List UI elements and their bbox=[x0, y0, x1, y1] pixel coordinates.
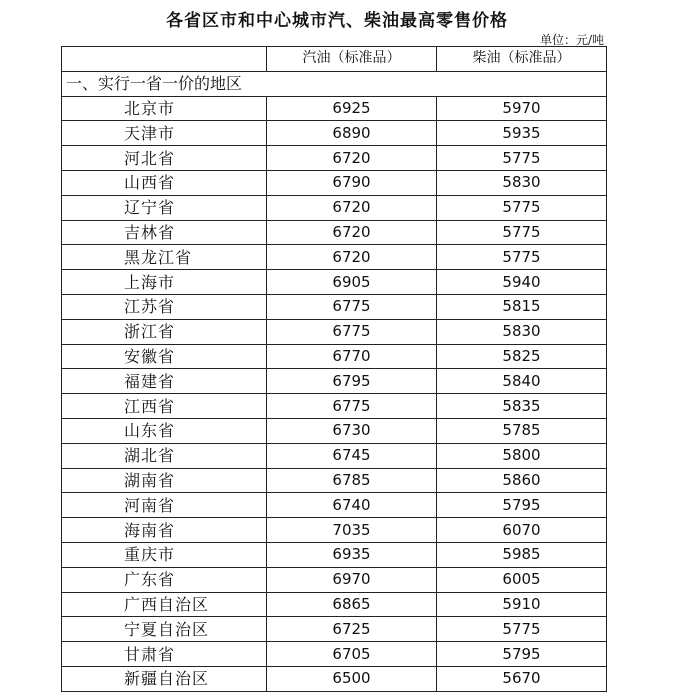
region-cell: 吉林省 bbox=[62, 220, 267, 245]
gasoline-price-cell: 6785 bbox=[267, 468, 437, 493]
region-cell: 湖南省 bbox=[62, 468, 267, 493]
region-cell: 湖北省 bbox=[62, 443, 267, 468]
region-cell: 江西省 bbox=[62, 394, 267, 419]
region-cell: 天津市 bbox=[62, 121, 267, 146]
gasoline-price-cell: 6970 bbox=[267, 567, 437, 592]
header-diesel: 柴油（标准品） bbox=[437, 47, 607, 72]
diesel-price-cell: 5825 bbox=[437, 344, 607, 369]
table-row bbox=[62, 121, 607, 146]
region-cell: 海南省 bbox=[62, 518, 267, 543]
price-table bbox=[61, 46, 607, 692]
region-cell: 重庆市 bbox=[62, 542, 267, 567]
gasoline-price-cell: 6865 bbox=[267, 592, 437, 617]
region-cell: 浙江省 bbox=[62, 319, 267, 344]
gasoline-price-cell: 6925 bbox=[267, 96, 437, 121]
table-header-row bbox=[62, 47, 607, 72]
diesel-price-cell: 5830 bbox=[437, 319, 607, 344]
gasoline-price-cell: 6790 bbox=[267, 170, 437, 195]
gasoline-price-cell: 6795 bbox=[267, 369, 437, 394]
unit-label: 单位：元/吨 bbox=[539, 33, 604, 47]
gasoline-price-cell: 6705 bbox=[267, 642, 437, 667]
region-cell: 江苏省 bbox=[62, 294, 267, 319]
table-row bbox=[62, 518, 607, 543]
gasoline-price-cell: 6720 bbox=[267, 220, 437, 245]
table-row bbox=[62, 493, 607, 518]
table-row bbox=[62, 170, 607, 195]
table-row bbox=[62, 270, 607, 295]
table-row bbox=[62, 592, 607, 617]
diesel-price-cell: 6070 bbox=[437, 518, 607, 543]
gasoline-price-cell: 6740 bbox=[267, 493, 437, 518]
header-gasoline: 汽油（标准品） bbox=[267, 47, 437, 72]
diesel-price-cell: 5830 bbox=[437, 170, 607, 195]
table-row bbox=[62, 294, 607, 319]
gasoline-price-cell: 6775 bbox=[267, 394, 437, 419]
diesel-price-cell: 5860 bbox=[437, 468, 607, 493]
table-row bbox=[62, 542, 607, 567]
gasoline-price-cell: 6720 bbox=[267, 195, 437, 220]
diesel-price-cell: 5970 bbox=[437, 96, 607, 121]
region-cell: 山东省 bbox=[62, 418, 267, 443]
table-row bbox=[62, 617, 607, 642]
region-cell: 山西省 bbox=[62, 170, 267, 195]
region-cell: 河北省 bbox=[62, 146, 267, 171]
gasoline-price-cell: 6725 bbox=[267, 617, 437, 642]
diesel-price-cell: 5940 bbox=[437, 270, 607, 295]
gasoline-price-cell: 6905 bbox=[267, 270, 437, 295]
region-cell: 上海市 bbox=[62, 270, 267, 295]
gasoline-price-cell: 6720 bbox=[267, 245, 437, 270]
diesel-price-cell: 5785 bbox=[437, 418, 607, 443]
region-cell: 福建省 bbox=[62, 369, 267, 394]
diesel-price-cell: 5935 bbox=[437, 121, 607, 146]
region-cell: 河南省 bbox=[62, 493, 267, 518]
table-row bbox=[62, 195, 607, 220]
diesel-price-cell: 5775 bbox=[437, 617, 607, 642]
table-row bbox=[62, 394, 607, 419]
table-row bbox=[62, 443, 607, 468]
region-cell: 新疆自治区 bbox=[62, 666, 267, 691]
gasoline-price-cell: 6775 bbox=[267, 294, 437, 319]
table-row bbox=[62, 146, 607, 171]
table-row bbox=[62, 344, 607, 369]
header-region bbox=[62, 47, 267, 72]
table-row bbox=[62, 245, 607, 270]
diesel-price-cell: 5985 bbox=[437, 542, 607, 567]
gasoline-price-cell: 6935 bbox=[267, 542, 437, 567]
diesel-price-cell: 5800 bbox=[437, 443, 607, 468]
region-cell: 甘肃省 bbox=[62, 642, 267, 667]
diesel-price-cell: 5775 bbox=[437, 220, 607, 245]
section-row bbox=[62, 71, 607, 96]
table-row bbox=[62, 468, 607, 493]
diesel-price-cell: 5795 bbox=[437, 493, 607, 518]
diesel-price-cell: 5840 bbox=[437, 369, 607, 394]
gasoline-price-cell: 7035 bbox=[267, 518, 437, 543]
diesel-price-cell: 5910 bbox=[437, 592, 607, 617]
page-title: 各省区市和中心城市汽、柴油最高零售价格 bbox=[166, 11, 508, 31]
table-row bbox=[62, 567, 607, 592]
diesel-price-cell: 5775 bbox=[437, 195, 607, 220]
gasoline-price-cell: 6500 bbox=[267, 666, 437, 691]
table-row bbox=[62, 319, 607, 344]
diesel-price-cell: 5775 bbox=[437, 146, 607, 171]
table-row bbox=[62, 642, 607, 667]
gasoline-price-cell: 6720 bbox=[267, 146, 437, 171]
table-row bbox=[62, 96, 607, 121]
gasoline-price-cell: 6775 bbox=[267, 319, 437, 344]
gasoline-price-cell: 6770 bbox=[267, 344, 437, 369]
region-cell: 安徽省 bbox=[62, 344, 267, 369]
region-cell: 宁夏自治区 bbox=[62, 617, 267, 642]
table-row bbox=[62, 369, 607, 394]
diesel-price-cell: 5670 bbox=[437, 666, 607, 691]
diesel-price-cell: 5815 bbox=[437, 294, 607, 319]
table-row bbox=[62, 666, 607, 691]
table-row bbox=[62, 220, 607, 245]
diesel-price-cell: 5775 bbox=[437, 245, 607, 270]
gasoline-price-cell: 6730 bbox=[267, 418, 437, 443]
region-cell: 黑龙江省 bbox=[62, 245, 267, 270]
table-row bbox=[62, 418, 607, 443]
gasoline-price-cell: 6890 bbox=[267, 121, 437, 146]
gasoline-price-cell: 6745 bbox=[267, 443, 437, 468]
region-cell: 广西自治区 bbox=[62, 592, 267, 617]
diesel-price-cell: 5835 bbox=[437, 394, 607, 419]
region-cell: 广东省 bbox=[62, 567, 267, 592]
section-title: 一、实行一省一价的地区 bbox=[62, 71, 607, 96]
region-cell: 辽宁省 bbox=[62, 195, 267, 220]
diesel-price-cell: 6005 bbox=[437, 567, 607, 592]
diesel-price-cell: 5795 bbox=[437, 642, 607, 667]
region-cell: 北京市 bbox=[62, 96, 267, 121]
